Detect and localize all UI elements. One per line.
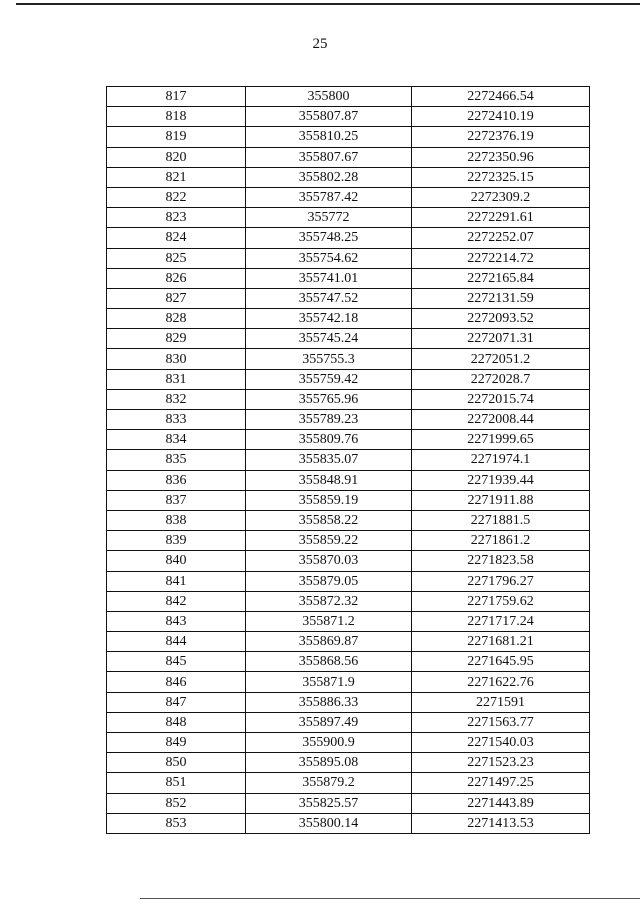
point-number-cell: 838 [107,510,246,530]
y-coordinate-cell: 2271413.53 [412,813,590,833]
x-coordinate-cell: 355789.23 [246,410,412,430]
table-row [107,147,590,167]
point-number-cell: 818 [107,107,246,127]
table-row [107,531,590,551]
table-row [107,591,590,611]
point-number-cell: 826 [107,268,246,288]
y-coordinate-cell: 2271717.24 [412,611,590,631]
table-row [107,470,590,490]
table-row [107,672,590,692]
point-number-cell: 823 [107,208,246,228]
table-row [107,510,590,530]
page-number: 25 [312,36,328,52]
point-number-cell: 853 [107,813,246,833]
y-coordinate-cell: 2271974.1 [412,450,590,470]
table-row [107,712,590,732]
x-coordinate-cell: 355754.62 [246,248,412,268]
y-coordinate-cell: 2272015.74 [412,389,590,409]
x-coordinate-cell: 355787.42 [246,187,412,207]
point-number-cell: 852 [107,793,246,813]
y-coordinate-cell: 2271881.5 [412,510,590,530]
x-coordinate-cell: 355879.05 [246,571,412,591]
table-row [107,309,590,329]
y-coordinate-cell: 2271861.2 [412,531,590,551]
table-row [107,208,590,228]
y-coordinate-cell: 2271591 [412,692,590,712]
table-row [107,248,590,268]
table-row [107,268,590,288]
table-row [107,430,590,450]
x-coordinate-cell: 355871.9 [246,672,412,692]
y-coordinate-cell: 2272410.19 [412,107,590,127]
table-row [107,773,590,793]
table-row [107,793,590,813]
point-number-cell: 820 [107,147,246,167]
x-coordinate-cell: 355895.08 [246,753,412,773]
point-number-cell: 828 [107,309,246,329]
x-coordinate-cell: 355900.9 [246,733,412,753]
x-coordinate-cell: 355755.3 [246,349,412,369]
point-number-cell: 819 [107,127,246,147]
coordinates-table [106,86,590,834]
y-coordinate-cell: 2271911.88 [412,490,590,510]
point-number-cell: 837 [107,490,246,510]
y-coordinate-cell: 2272376.19 [412,127,590,147]
table-row [107,733,590,753]
point-number-cell: 847 [107,692,246,712]
table-row [107,228,590,248]
x-coordinate-cell: 355802.28 [246,167,412,187]
table-row [107,692,590,712]
x-coordinate-cell: 355807.67 [246,147,412,167]
x-coordinate-cell: 355868.56 [246,652,412,672]
x-coordinate-cell: 355800 [246,87,412,107]
x-coordinate-cell: 355897.49 [246,712,412,732]
point-number-cell: 840 [107,551,246,571]
x-coordinate-cell: 355810.25 [246,127,412,147]
x-coordinate-cell: 355870.03 [246,551,412,571]
table-row [107,551,590,571]
x-coordinate-cell: 355741.01 [246,268,412,288]
point-number-cell: 839 [107,531,246,551]
y-coordinate-cell: 2271681.21 [412,632,590,652]
point-number-cell: 821 [107,167,246,187]
point-number-cell: 830 [107,349,246,369]
table-row [107,652,590,672]
x-coordinate-cell: 355745.24 [246,329,412,349]
y-coordinate-cell: 2271645.95 [412,652,590,672]
point-number-cell: 825 [107,248,246,268]
point-number-cell: 836 [107,470,246,490]
x-coordinate-cell: 355747.52 [246,288,412,308]
table-row [107,490,590,510]
y-coordinate-cell: 2272131.59 [412,288,590,308]
point-number-cell: 848 [107,712,246,732]
table-row [107,571,590,591]
table-row [107,753,590,773]
x-coordinate-cell: 355772 [246,208,412,228]
x-coordinate-cell: 355807.87 [246,107,412,127]
x-coordinate-cell: 355879.2 [246,773,412,793]
point-number-cell: 834 [107,430,246,450]
y-coordinate-cell: 2272165.84 [412,268,590,288]
y-coordinate-cell: 2272252.07 [412,228,590,248]
point-number-cell: 833 [107,410,246,430]
y-coordinate-cell: 2272051.2 [412,349,590,369]
y-coordinate-cell: 2272071.31 [412,329,590,349]
table-row [107,813,590,833]
table-row [107,288,590,308]
x-coordinate-cell: 355748.25 [246,228,412,248]
x-coordinate-cell: 355859.22 [246,531,412,551]
y-coordinate-cell: 2272028.7 [412,369,590,389]
x-coordinate-cell: 355825.57 [246,793,412,813]
table-row [107,410,590,430]
point-number-cell: 843 [107,611,246,631]
point-number-cell: 832 [107,389,246,409]
y-coordinate-cell: 2271540.03 [412,733,590,753]
y-coordinate-cell: 2272325.15 [412,167,590,187]
y-coordinate-cell: 2272309.2 [412,187,590,207]
point-number-cell: 824 [107,228,246,248]
y-coordinate-cell: 2271563.77 [412,712,590,732]
y-coordinate-cell: 2272093.52 [412,309,590,329]
x-coordinate-cell: 355858.22 [246,510,412,530]
table-row [107,167,590,187]
table-row [107,611,590,631]
x-coordinate-cell: 355765.96 [246,389,412,409]
point-number-cell: 822 [107,187,246,207]
x-coordinate-cell: 355886.33 [246,692,412,712]
x-coordinate-cell: 355871.2 [246,611,412,631]
table-row [107,369,590,389]
y-coordinate-cell: 2272008.44 [412,410,590,430]
x-coordinate-cell: 355800.14 [246,813,412,833]
scan-edge-bottom [140,898,640,899]
table-row [107,187,590,207]
x-coordinate-cell: 355848.91 [246,470,412,490]
y-coordinate-cell: 2271759.62 [412,591,590,611]
y-coordinate-cell: 2271796.27 [412,571,590,591]
table-row [107,450,590,470]
y-coordinate-cell: 2271443.89 [412,793,590,813]
point-number-cell: 817 [107,87,246,107]
point-number-cell: 841 [107,571,246,591]
x-coordinate-cell: 355859.19 [246,490,412,510]
y-coordinate-cell: 2271622.76 [412,672,590,692]
x-coordinate-cell: 355872.32 [246,591,412,611]
y-coordinate-cell: 2272214.72 [412,248,590,268]
point-number-cell: 846 [107,672,246,692]
y-coordinate-cell: 2271999.65 [412,430,590,450]
x-coordinate-cell: 355759.42 [246,369,412,389]
table-row [107,329,590,349]
table-row [107,87,590,107]
x-coordinate-cell: 355742.18 [246,309,412,329]
table-row [107,349,590,369]
coordinates-table-body [107,87,590,834]
point-number-cell: 835 [107,450,246,470]
point-number-cell: 827 [107,288,246,308]
y-coordinate-cell: 2272350.96 [412,147,590,167]
x-coordinate-cell: 355809.76 [246,430,412,450]
point-number-cell: 844 [107,632,246,652]
point-number-cell: 829 [107,329,246,349]
point-number-cell: 831 [107,369,246,389]
y-coordinate-cell: 2271939.44 [412,470,590,490]
point-number-cell: 842 [107,591,246,611]
point-number-cell: 851 [107,773,246,793]
point-number-cell: 850 [107,753,246,773]
y-coordinate-cell: 2271497.25 [412,773,590,793]
y-coordinate-cell: 2272466.54 [412,87,590,107]
y-coordinate-cell: 2272291.61 [412,208,590,228]
x-coordinate-cell: 355869.87 [246,632,412,652]
x-coordinate-cell: 355835.07 [246,450,412,470]
table-row [107,632,590,652]
point-number-cell: 845 [107,652,246,672]
point-number-cell: 849 [107,733,246,753]
table-row [107,127,590,147]
y-coordinate-cell: 2271823.58 [412,551,590,571]
table-row [107,107,590,127]
y-coordinate-cell: 2271523.23 [412,753,590,773]
scan-edge-top [16,3,640,5]
table-row [107,389,590,409]
